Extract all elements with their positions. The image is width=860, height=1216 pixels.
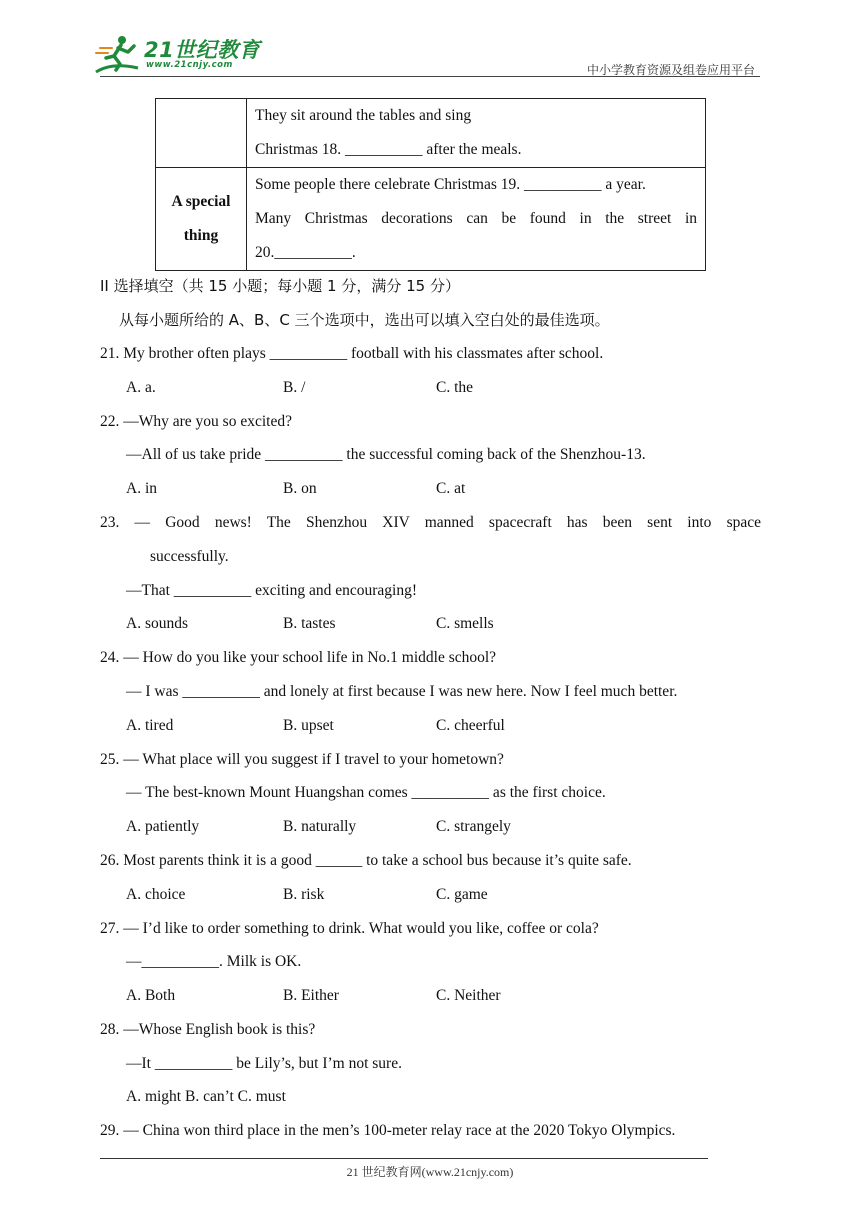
option-b: B. naturally — [283, 818, 357, 835]
option-row — [100, 607, 761, 641]
option-b: B. upset — [283, 717, 334, 734]
option-a: A. patiently — [126, 818, 200, 835]
table-row-content — [247, 99, 706, 168]
option-a: A. in — [126, 480, 157, 497]
question-stem: 27. — I’d like to order something to drink. What would you like, coffee or cola? — [100, 920, 599, 937]
runner-logo-icon — [92, 32, 144, 76]
option-row-inline: A. might B. can’t C. must — [126, 1088, 286, 1105]
option-a: A. sounds — [126, 615, 189, 632]
option-c: C. at — [436, 480, 466, 497]
option-row — [100, 709, 761, 743]
question-stem: —It __________ be Lily’s, but I’m not sure. — [126, 1055, 402, 1072]
option-c: C. the — [436, 379, 474, 396]
table-text-line: Some people there celebrate Christmas 19. __________ a year. — [255, 176, 646, 193]
table-text-line: Many Christmas decorations can be found in the street in — [255, 210, 697, 227]
table-text-line: Christmas 18. __________ after the meals. — [255, 141, 522, 158]
option-b: B. risk — [283, 886, 325, 903]
option-c: C. strangely — [436, 818, 511, 835]
section-instruction: 从每小题所给的 A、B、C 三个选项中，选出可以填入空白处的最佳选项。 — [119, 311, 610, 329]
option-row — [100, 472, 761, 506]
option-c: C. cheerful — [436, 717, 505, 734]
table-text-line: They sit around the tables and sing — [255, 107, 472, 124]
section-title: II 选择填空（共 15 小题；每小题 1 分，满分 15 分） — [100, 277, 460, 295]
logo-text: 21世纪教育 — [144, 38, 261, 62]
question-stem: successfully. — [150, 548, 229, 565]
logo-url: www.21cnjy.com — [146, 60, 233, 70]
page-footer: 21 世纪教育网(www.21cnjy.com) — [346, 1165, 514, 1179]
question-stem: 28. —Whose English book is this? — [100, 1021, 316, 1038]
question-stem: 24. — How do you like your school life in No.1 middle school? — [100, 649, 497, 666]
option-b: B. Either — [283, 987, 339, 1004]
question-stem: — The best-known Mount Huangshan comes __________ as the first choice. — [126, 784, 606, 801]
option-c: C. smells — [436, 615, 494, 632]
question-stem: 26. Most parents think it is a good ______ to take a school bus because it’s quite safe. — [100, 852, 632, 869]
footer-divider — [100, 1158, 708, 1159]
option-row — [100, 878, 761, 912]
table-text-line: 20.__________. — [255, 244, 356, 261]
option-b: B. / — [283, 379, 306, 396]
question-stem: —All of us take pride __________ the successful coming back of the Shenzhou-13. — [126, 446, 646, 463]
option-b: B. on — [283, 480, 317, 497]
question-stem: 29. — China won third place in the men’s 100-meter relay race at the 2020 Tokyo Olympics. — [100, 1122, 676, 1139]
option-a: A. choice — [126, 886, 186, 903]
table-row-label — [156, 168, 247, 271]
reading-table — [155, 98, 706, 271]
header-divider — [100, 76, 760, 77]
question-stem: — I was __________ and lonely at first because I was new here. Now I feel much better. — [126, 683, 678, 700]
table-row — [156, 168, 706, 271]
question-stem: —__________. Milk is OK. — [126, 953, 302, 970]
row-label-line: A special — [171, 193, 231, 210]
table-row-label — [156, 99, 247, 168]
site-logo — [92, 32, 262, 78]
question-stem: —That __________ exciting and encouraging! — [126, 582, 417, 599]
option-c: C. Neither — [436, 987, 501, 1004]
table-row — [156, 99, 706, 168]
question-stem: 21. My brother often plays __________ football with his classmates after school. — [100, 345, 604, 362]
table-row-content — [247, 168, 706, 271]
header-platform-name: 中小学教育资源及组卷应用平台 — [586, 63, 755, 77]
question-stem: 22. —Why are you so excited? — [100, 413, 292, 430]
page-header — [0, 0, 860, 80]
row-label-line: thing — [183, 227, 219, 244]
option-a: A. a. — [126, 379, 156, 396]
question-stem: 25. — What place will you suggest if I travel to your hometown? — [100, 751, 504, 768]
option-row — [100, 371, 761, 405]
question-stem: 23. — Good news! The Shenzhou XIV manned spacecraft has been sent into space — [100, 514, 761, 531]
option-a: A. Both — [126, 987, 176, 1004]
option-a: A. tired — [126, 717, 174, 734]
option-b: B. tastes — [283, 615, 336, 632]
option-c: C. game — [436, 886, 488, 903]
option-row — [100, 979, 761, 1013]
option-row — [100, 810, 761, 844]
